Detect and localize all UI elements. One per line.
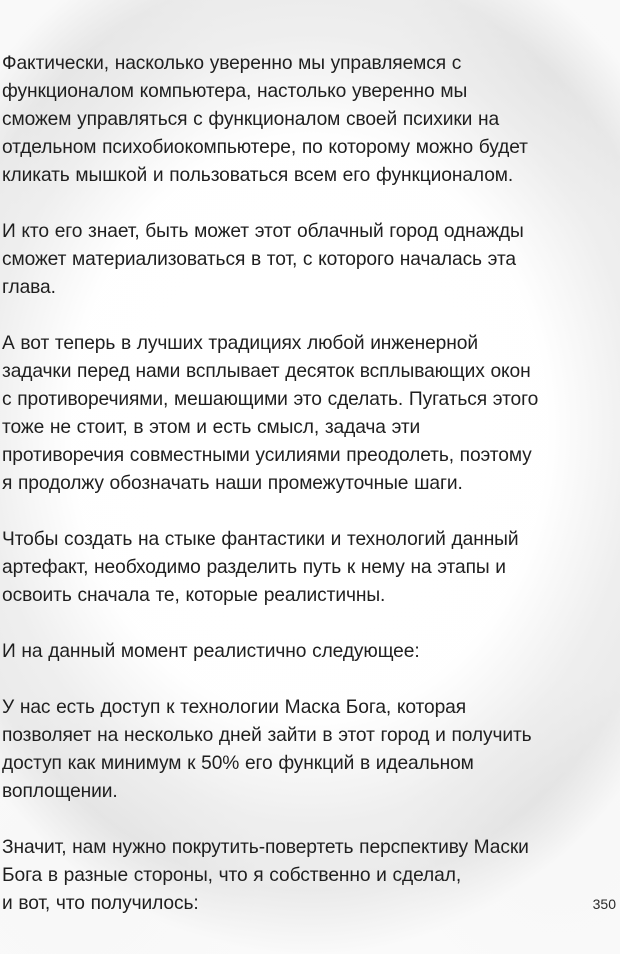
text-line: глава. xyxy=(2,277,56,298)
text-line: И на данный момент реалистично следующее: xyxy=(2,641,420,662)
text-line: освоить сначала те, которые реалистичны. xyxy=(2,585,386,606)
text-line: тоже не стоит, в этом и есть смысл, задача эти xyxy=(2,417,421,438)
text-line: я продолжу обозначать наши промежуточные шаги. xyxy=(2,473,463,494)
text-line: с противоречиями, мешающими это сделать. Пугаться этого xyxy=(2,389,539,410)
text-line: противоречия совместными усилиями преодолеть, поэтому xyxy=(2,445,532,466)
text-line: задачки перед нами всплывает десяток всплывающих окон xyxy=(2,361,531,382)
text-line: артефакт, необходимо разделить путь к нему на этапы и xyxy=(2,557,506,578)
text-line: Фактически, насколько уверенно мы управляемся с xyxy=(2,53,462,74)
paragraph-1 xyxy=(2,50,618,190)
text-line: А вот теперь в лучших традициях любой инженерной xyxy=(2,333,478,354)
text-line: сможет материализоваться в тот, с которого началась эта xyxy=(2,249,516,270)
paragraph-5 xyxy=(2,638,618,666)
text-line: доступ как минимум к 50% его функций в идеальном xyxy=(2,753,474,774)
page-number: 350 xyxy=(592,896,616,912)
text-line: Бога в разные стороны, что я собственно и сделал, xyxy=(2,865,462,886)
text-line: Значит, нам нужно покрутить-повертеть перспективу Маски xyxy=(2,837,529,858)
paragraph-7 xyxy=(2,834,618,918)
text-line: Чтобы создать на стыке фантастики и технологий данный xyxy=(2,529,519,550)
document-body xyxy=(2,50,618,946)
paragraph-6 xyxy=(2,694,618,806)
text-line: У нас есть доступ к технологии Маска Бога, которая xyxy=(2,697,466,718)
paragraph-3 xyxy=(2,330,618,498)
text-line: и вот, что получилось: xyxy=(2,893,199,914)
text-line: позволяет на несколько дней зайти в этот город и получить xyxy=(2,725,532,746)
text-line: кликать мышкой и пользоваться всем его функционалом. xyxy=(2,165,514,186)
text-line: отдельном психобиокомпьютере, по которому можно будет xyxy=(2,137,528,158)
text-line: функционалом компьютера, настолько уверенно мы xyxy=(2,81,468,102)
text-line: сможем управляться с функционалом своей психики на xyxy=(2,109,500,130)
paragraph-2 xyxy=(2,218,618,302)
paragraph-4 xyxy=(2,526,618,610)
text-line: воплощении. xyxy=(2,781,118,802)
text-line: И кто его знает, быть может этот облачный город однажды xyxy=(2,221,524,242)
